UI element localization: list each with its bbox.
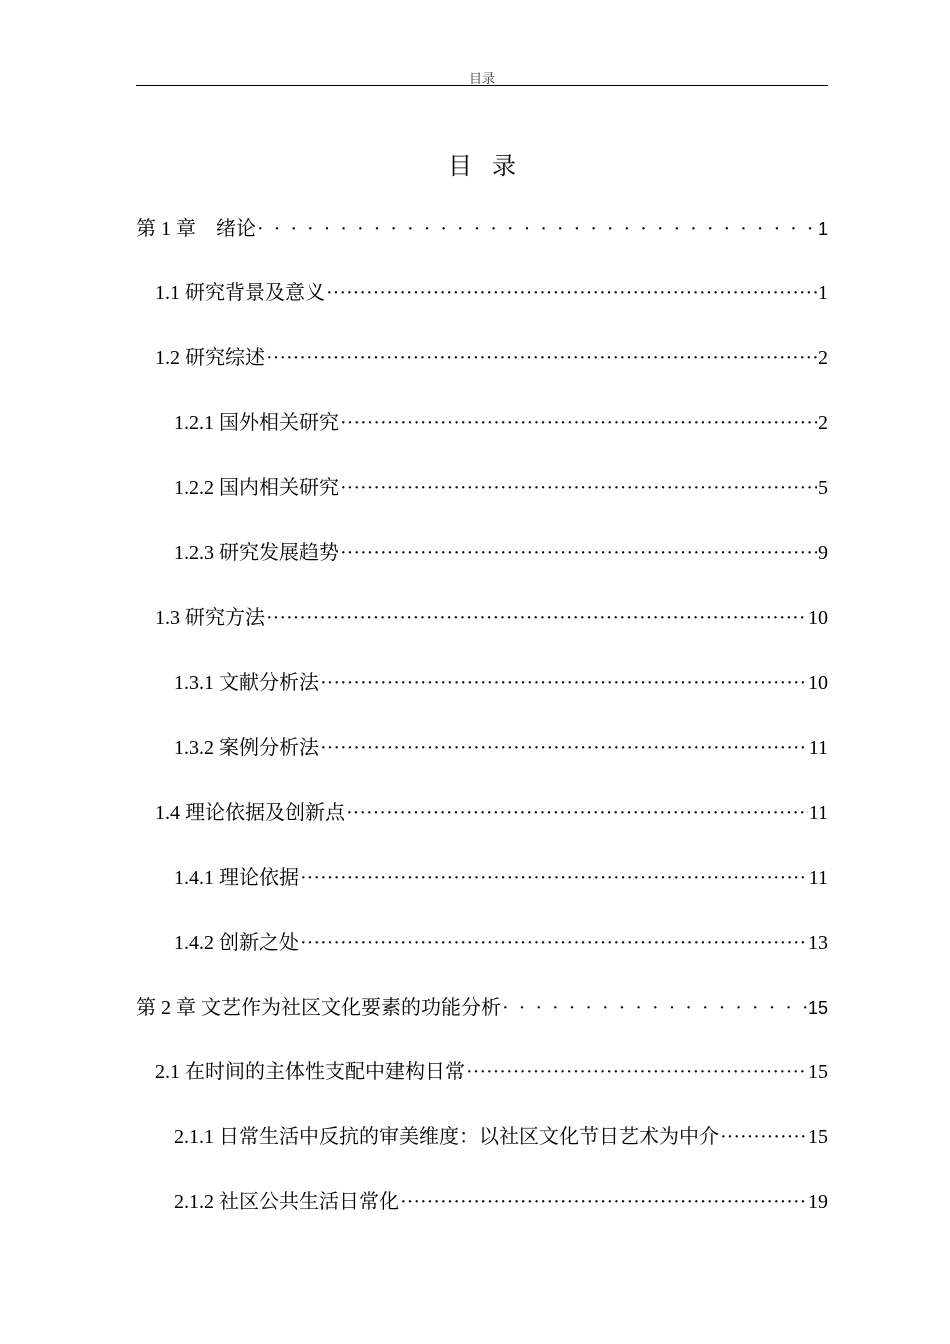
toc-leader-dots [320, 737, 808, 760]
toc-entry-label: 1.2.2 国内相关研究 [174, 477, 339, 499]
toc-leader-dots [266, 607, 807, 630]
toc-entry-1-2-1[interactable] [174, 406, 828, 434]
toc-entry-2-1-1[interactable] [174, 1120, 828, 1148]
toc-entry-1-4[interactable] [155, 796, 828, 824]
toc-entry-1-2[interactable] [155, 341, 828, 369]
toc-entry-1-4-1[interactable] [174, 861, 828, 889]
toc-entry-1-1[interactable] [155, 276, 828, 304]
header-title: 目录 [468, 71, 495, 86]
toc-leader-dots [720, 1126, 807, 1149]
toc-entry-page: 13 [808, 932, 828, 954]
toc-entry-page: 10 [808, 672, 828, 694]
toc-entry-1-4-2[interactable] [174, 926, 828, 954]
toc-entry-page: 15 [808, 1061, 828, 1083]
toc-entry-1-3[interactable] [155, 601, 828, 629]
toc-entry-label: 1.2 研究综述 [155, 347, 265, 369]
toc-entry-label: 第 2 章 文艺作为社区文化要素的功能分析 [136, 997, 501, 1019]
toc-entry-label: 1.4.2 创新之处 [174, 932, 299, 954]
toc-entry-page: 1 [818, 282, 828, 304]
toc-entry-page: 11 [808, 737, 828, 759]
toc-entry-page: 5 [818, 477, 828, 499]
toc-leader-dots [320, 672, 807, 695]
toc-entry-2-1[interactable] [155, 1055, 828, 1083]
toc-leader-dots [300, 932, 807, 955]
toc-entry-page: 15 [807, 998, 828, 1018]
toc-leader-dots [346, 802, 808, 825]
toc-entry-label: 2.1.2 社区公共生活日常化 [174, 1191, 399, 1213]
toc-leader-dots [340, 477, 817, 500]
toc-entry-page: 19 [808, 1191, 828, 1213]
toc-entry-label: 1.1 研究背景及意义 [155, 282, 325, 304]
toc-leader-dots [257, 218, 817, 241]
toc-entry-label: 2.1 在时间的主体性支配中建构日常 [155, 1061, 465, 1083]
toc-leader-dots [266, 347, 817, 370]
toc-leader-dots [326, 282, 817, 305]
toc-entry-2-1-2[interactable] [174, 1185, 828, 1213]
toc-entry-label: 2.1.1 日常生活中反抗的审美维度：以社区文化节日艺术为中介 [174, 1126, 719, 1148]
toc-entry-chapter-2[interactable] [136, 991, 828, 1019]
toc-entry-label: 1.2.3 研究发展趋势 [174, 542, 339, 564]
toc-leader-dots [340, 542, 817, 565]
toc-entry-label: 1.2.1 国外相关研究 [174, 412, 339, 434]
toc-title: 目录 [448, 154, 536, 180]
toc-leader-dots [502, 997, 807, 1020]
toc-entry-page: 11 [808, 802, 828, 824]
toc-entry-label: 1.3.1 文献分析法 [174, 672, 319, 694]
toc-entry-page: 1 [817, 219, 828, 239]
toc-entry-page: 2 [818, 412, 828, 434]
toc-leader-dots [340, 412, 817, 435]
toc-entry-label: 1.4 理论依据及创新点 [155, 802, 345, 824]
toc-leader-dots [300, 867, 808, 890]
toc-entry-label: 1.4.1 理论依据 [174, 867, 299, 889]
toc-entry-1-3-2[interactable] [174, 731, 828, 759]
toc-entry-label: 1.3.2 案例分析法 [174, 737, 319, 759]
toc-entry-page: 11 [808, 867, 828, 889]
toc-entry-1-3-1[interactable] [174, 666, 828, 694]
toc-entry-1-2-2[interactable] [174, 471, 828, 499]
toc-leader-dots [400, 1191, 807, 1214]
toc-entry-label: 第 1 章 绪论 [136, 218, 256, 240]
toc-leader-dots [466, 1061, 807, 1084]
toc-entry-page: 15 [808, 1126, 828, 1148]
toc-entry-page: 2 [818, 347, 828, 369]
toc-entry-chapter-1[interactable] [136, 212, 828, 240]
toc-entry-page: 10 [808, 607, 828, 629]
header-divider [136, 85, 828, 86]
toc-entry-1-2-3[interactable] [174, 536, 828, 564]
toc-entry-label: 1.3 研究方法 [155, 607, 265, 629]
toc-entry-page: 9 [818, 542, 828, 564]
